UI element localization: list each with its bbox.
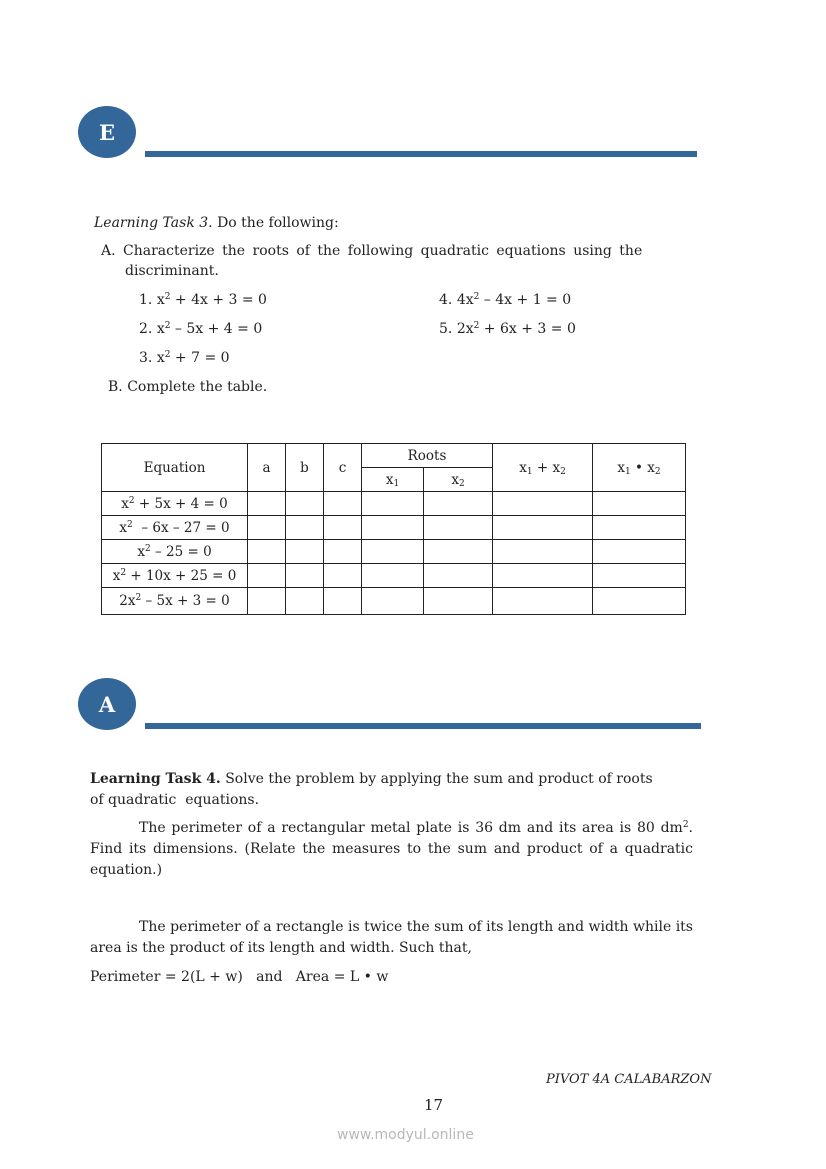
answer-cell-sum[interactable] (493, 588, 593, 615)
answer-cell-b[interactable] (286, 564, 324, 588)
answer-cell-x2[interactable] (424, 516, 493, 540)
part-a-line2: discriminant. (125, 263, 219, 279)
answer-cell-product[interactable] (593, 564, 686, 588)
answer-cell-x2[interactable] (424, 588, 493, 615)
equation-cell: $x^2 + 5x + 4 = 0$ (102, 492, 248, 516)
answer-cell-sum[interactable] (493, 516, 593, 540)
answer-cell-product[interactable] (593, 540, 686, 564)
answer-cell-x2[interactable] (424, 564, 493, 588)
table-row (102, 588, 686, 615)
table-row (102, 540, 686, 564)
header-x1: $x_1$ (362, 468, 424, 492)
table-row (102, 564, 686, 588)
equation-item-1: 1. $x^2 + 4x + 3 = 0$ (139, 292, 267, 308)
answer-cell-b[interactable] (286, 588, 324, 615)
answer-cell-x1[interactable] (362, 516, 424, 540)
equation-item-2: 2. $x^2 - 5x + 4 = 0$ (139, 321, 263, 337)
page-number: 17 (424, 1096, 444, 1114)
table-row (102, 516, 686, 540)
answer-cell-a[interactable] (248, 516, 286, 540)
answer-cell-x1[interactable] (362, 564, 424, 588)
task-4-line2: of quadratic equations. (90, 792, 260, 808)
answer-cell-x1[interactable] (362, 492, 424, 516)
answer-cell-a[interactable] (248, 564, 286, 588)
answer-cell-a[interactable] (248, 588, 286, 615)
formula-line: Perimeter = 2(L + w) and Area = L • w (90, 969, 389, 985)
answer-cell-x1[interactable] (362, 588, 424, 615)
task-4-title: Learning Task 4. (90, 771, 221, 787)
header-b: b (286, 444, 324, 492)
footer-series: PIVOT 4A CALABARZON (546, 1072, 712, 1087)
equation-item-5: 5. $2x^2 + 6x + 3 = 0$ (439, 321, 576, 337)
answer-cell-x1[interactable] (362, 540, 424, 564)
equation-cell: $2x^2 - 5x + 3 = 0$ (102, 588, 248, 615)
answer-cell-b[interactable] (286, 540, 324, 564)
explanation-paragraph: The perimeter of a rectangle is twice the sum of its length and width while its area is the product of its length and width. Such that, (90, 919, 693, 956)
header-c: c (324, 444, 362, 492)
problem-statement: The perimeter of a rectangular metal plate is 36 dm and its area is 80 $dm^2$. Find its dimensions. (Relate the measures to the sum and product of a quadratic equation.) (90, 820, 693, 878)
answer-cell-a[interactable] (248, 540, 286, 564)
task-3-instruction: Do the following: (217, 215, 339, 231)
answer-cell-c[interactable] (324, 588, 362, 615)
answer-cell-c[interactable] (324, 540, 362, 564)
section-e-divider (145, 151, 697, 157)
header-a: a (248, 444, 286, 492)
section-a-divider (145, 723, 701, 729)
header-equation: Equation (102, 444, 248, 492)
answer-cell-sum[interactable] (493, 564, 593, 588)
answer-cell-product[interactable] (593, 516, 686, 540)
equation-cell: $x^2 - 25 = 0$ (102, 540, 248, 564)
watermark: www.modyul.online (337, 1127, 474, 1143)
equation-cell: $x^2 - 6x - 27 = 0$ (102, 516, 248, 540)
answer-cell-x2[interactable] (424, 492, 493, 516)
roots-table (101, 443, 686, 615)
header-x2: $x_2$ (424, 468, 493, 492)
task-3-title: Learning Task 3. (94, 215, 213, 231)
answer-cell-c[interactable] (324, 564, 362, 588)
answer-cell-c[interactable] (324, 516, 362, 540)
task-3-heading (94, 214, 339, 232)
task-4-text: Solve the problem by applying the sum and product of roots (220, 771, 653, 787)
answer-cell-b[interactable] (286, 516, 324, 540)
part-b-instruction: B. Complete the table. (108, 379, 268, 395)
part-a-text: Characterize the roots of the following quadratic equations using the (123, 243, 643, 259)
equation-cell: $x^2 + 10x + 25 = 0$ (102, 564, 248, 588)
header-sum: $x_1 + x_2$ (493, 444, 593, 492)
equation-item-3: 3. $x^2 + 7 = 0$ (139, 350, 230, 366)
answer-cell-b[interactable] (286, 492, 324, 516)
answer-cell-sum[interactable] (493, 540, 593, 564)
answer-cell-a[interactable] (248, 492, 286, 516)
table-row (102, 492, 686, 516)
section-e-badge: E (78, 106, 136, 158)
answer-cell-x2[interactable] (424, 540, 493, 564)
answer-cell-product[interactable] (593, 492, 686, 516)
section-a-badge: A (78, 678, 136, 730)
task-4-line1 (90, 770, 653, 788)
answer-cell-product[interactable] (593, 588, 686, 615)
equation-item-4: 4. $4x^2 - 4x + 1 = 0$ (439, 292, 572, 308)
part-a-line1 (101, 242, 642, 260)
header-product: $x_1$ • $x_2$ (593, 444, 686, 492)
header-roots: Roots (362, 444, 493, 468)
part-a-label: A. (101, 243, 116, 259)
answer-cell-c[interactable] (324, 492, 362, 516)
answer-cell-sum[interactable] (493, 492, 593, 516)
